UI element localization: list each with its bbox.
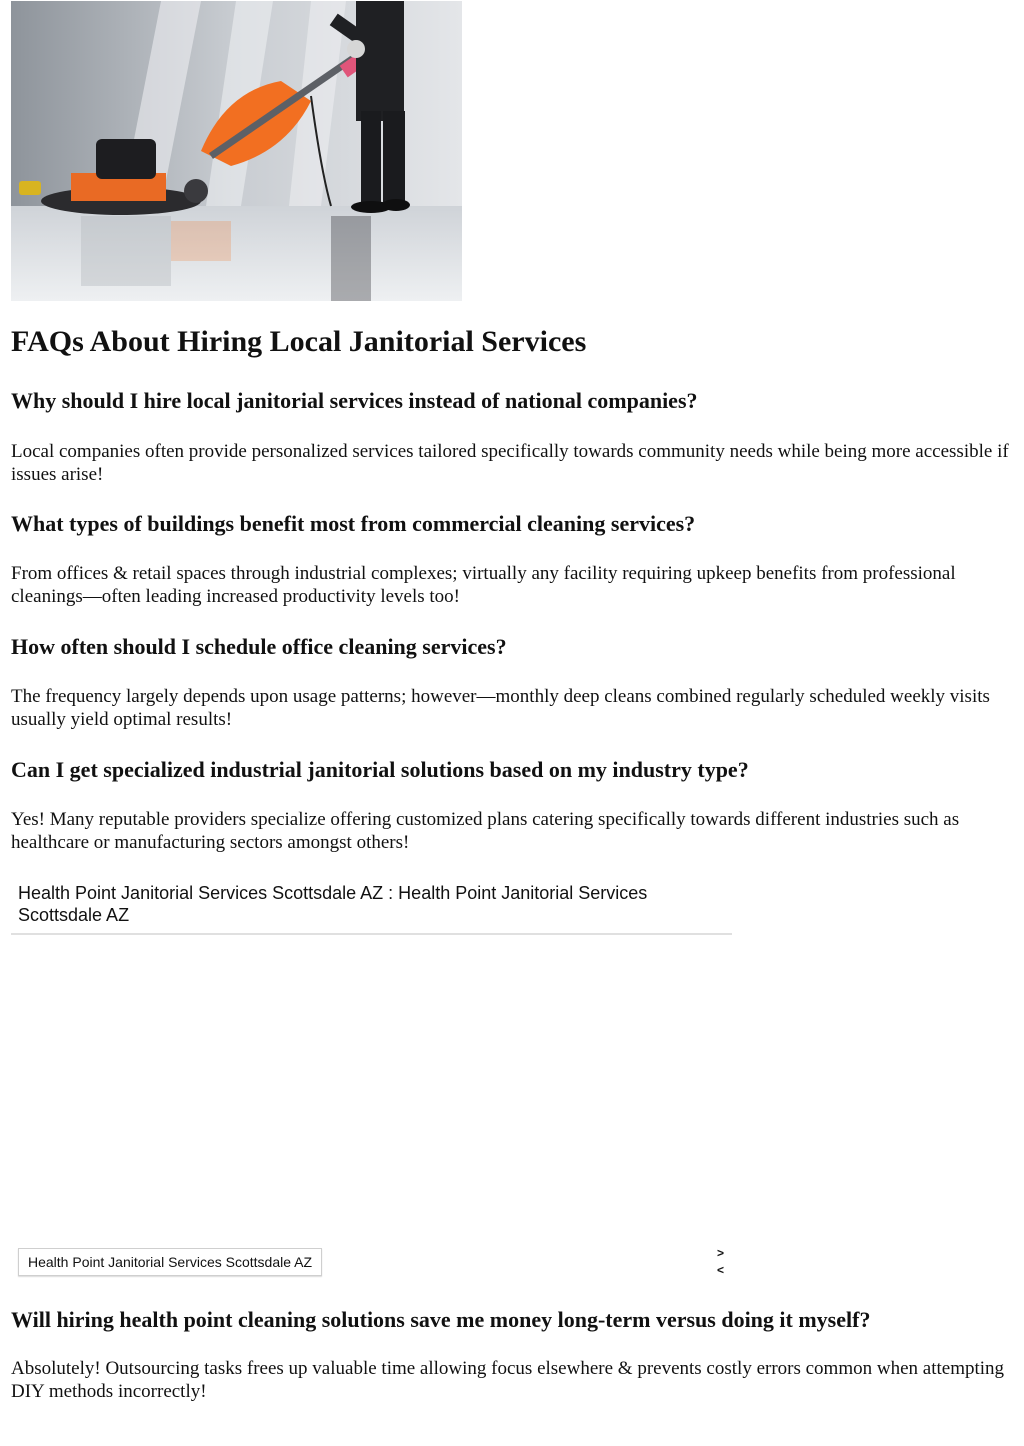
prev-arrow-icon[interactable]: < [717, 1263, 725, 1277]
map-embed-title[interactable]: Health Point Janitorial Services Scottsdale AZ : Health Point Janitorial Services Scottsdale AZ [18, 883, 648, 925]
floor-polisher-photo [11, 1, 462, 301]
faq-answer: The frequency largely depends upon usage patterns; however—monthly deep cleans combined regularly scheduled weekly visits usually yield optimal results! [11, 686, 990, 730]
faq-answer: From offices & retail spaces through industrial complexes; virtually any facility requiring upkeep benefits from professional cleanings—often leading increased productivity levels too! [11, 563, 956, 607]
next-arrow-icon[interactable]: > [717, 1246, 725, 1260]
faq-question: Can I get specialized industrial janitorial solutions based on my industry type? [11, 757, 749, 782]
faq-answer: Local companies often provide personalized services tailored specifically towards community needs while being more accessible if issues arise! [11, 441, 1009, 485]
map-embed-divider [11, 933, 732, 935]
faq-question: What types of buildings benefit most from commercial cleaning services? [11, 511, 696, 536]
faq-answer: Absolutely! Outsourcing tasks frees up valuable time allowing focus elsewhere & prevents costly errors common when attempting DIY methods incorrectly! [11, 1358, 1005, 1402]
faq-answer: Yes! Many reputable providers specialize offering customized plans catering specifically towards different industries such as healthcare or manufacturing sectors amongst others! [11, 809, 960, 853]
page-title: FAQs About Hiring Local Janitorial Services [11, 325, 587, 358]
faq-question: Why should I hire local janitorial services instead of national companies? [11, 388, 698, 413]
faq-question: How often should I schedule office cleaning services? [11, 634, 507, 659]
map-place-label[interactable]: Health Point Janitorial Services Scottsdale AZ [18, 1248, 322, 1276]
faq-question: Will hiring health point cleaning solutions save me money long-term versus doing it myself? [11, 1307, 871, 1332]
